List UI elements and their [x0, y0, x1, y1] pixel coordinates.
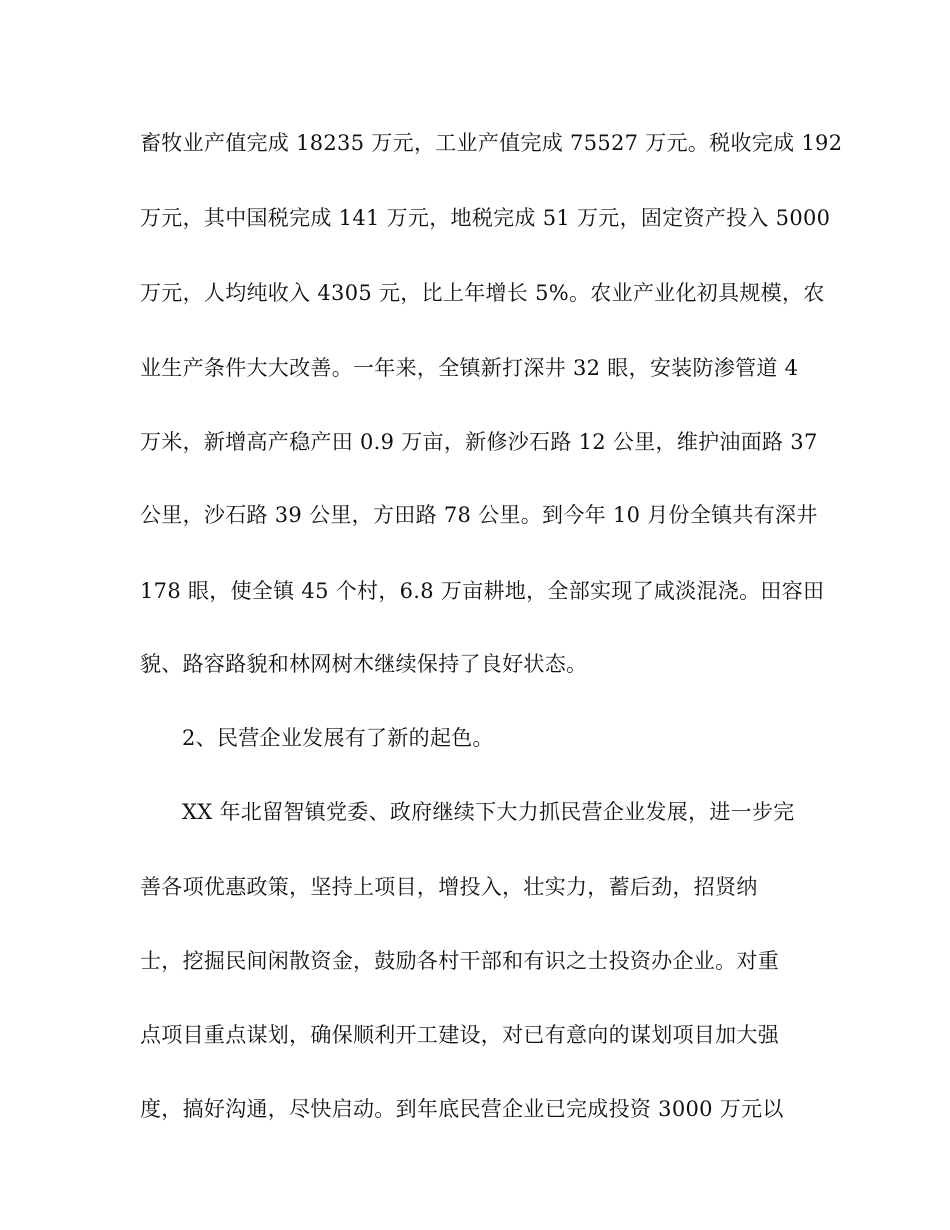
body-text-line: 点项目重点谋划，确保顺利开工建设，对已有意向的谋划项目加大强: [140, 1023, 779, 1047]
section-heading: 2、民营企业发展有了新的起色。: [182, 726, 494, 750]
body-text-line: 业生产条件大大改善。一年来，全镇新打深井 32 眼，安装防渗管道 4: [140, 356, 799, 380]
paragraph-first-line: XX 年北留智镇党委、政府继续下大力抓民营企业发展，进一步完: [182, 800, 795, 824]
body-text-line: 畜牧业产值完成 18235 万元，工业产值完成 75527 万元。税收完成 192: [140, 131, 843, 155]
body-text-line: 万米，新增高产稳产田 0.9 万亩，新修沙石路 12 公里，维护油面路 37: [140, 430, 818, 454]
body-text-line: 178 眼，使全镇 45 个村，6.8 万亩耕地，全部实现了咸淡混浇。田容田: [140, 579, 825, 603]
body-text-line: 士，挖掘民间闲散资金，鼓励各村干部和有识之士投资办企业。对重: [140, 949, 779, 973]
body-text-line: 万元，其中国税完成 141 万元，地税完成 51 万元，固定资产投入 5000: [140, 206, 831, 230]
body-text-line: 善各项优惠政策，坚持上项目，增投入，壮实力，蓄后劲，招贤纳: [140, 875, 758, 899]
body-text-line: 万元，人均纯收入 4305 元，比上年增长 5%。农业产业化初具规模，农: [140, 281, 825, 305]
body-text-line: 貌、路容路貌和林网树木继续保持了良好状态。: [140, 652, 588, 676]
body-text-line: 公里，沙石路 39 公里，方田路 78 公里。到今年 10 月份全镇共有深井: [140, 503, 818, 527]
body-text-line: 度，搞好沟通，尽快启动。到年底民营企业已完成投资 3000 万元以: [140, 1097, 784, 1121]
